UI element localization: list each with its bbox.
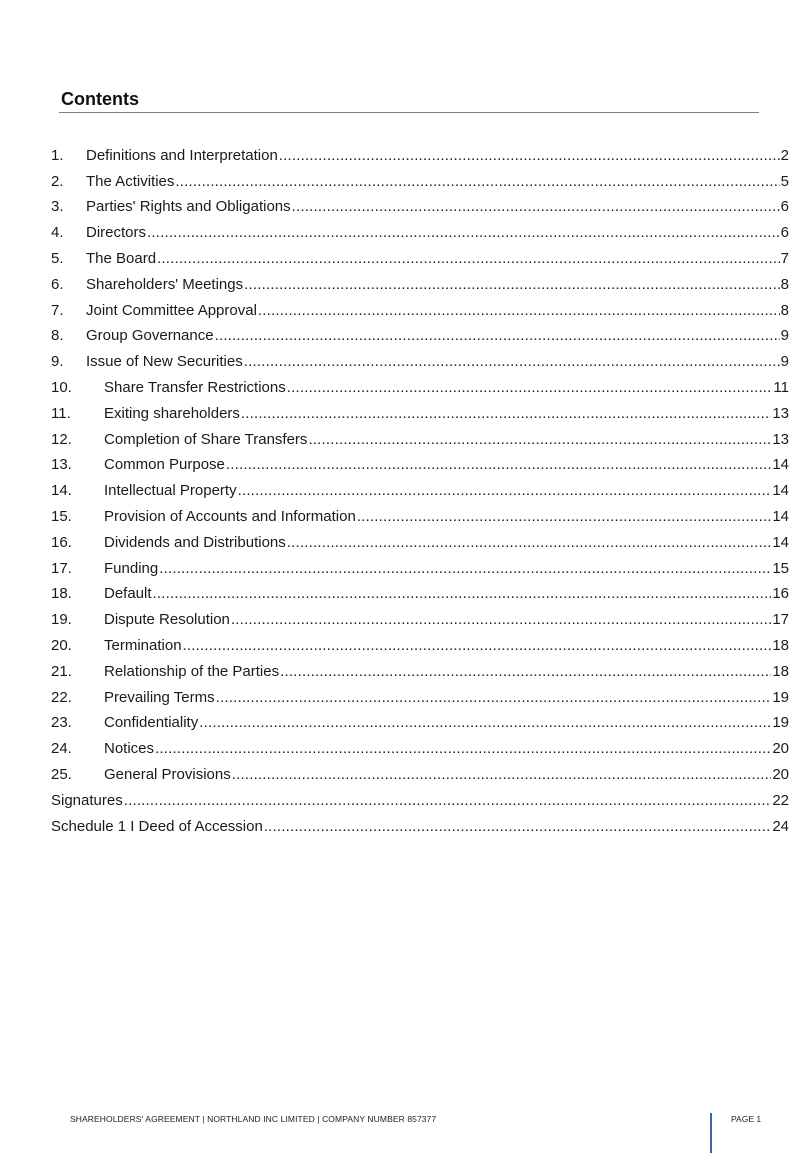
toc-entry-title: Signatures — [51, 791, 123, 809]
toc-entry-page: 14 — [772, 456, 789, 474]
toc-entry-title: Notices — [104, 740, 155, 758]
toc-entry[interactable] — [51, 298, 789, 324]
toc-entry-page: 9 — [780, 353, 789, 371]
toc-entry-title: Exiting shareholders — [104, 404, 240, 422]
toc-entry[interactable] — [51, 478, 789, 504]
toc-entry-number: 4. — [51, 224, 64, 242]
toc-entry-number: 13. — [51, 456, 72, 474]
toc-entry-title: Common Purpose — [104, 456, 225, 474]
toc-entry-title: Issue of New Securities — [86, 353, 243, 371]
toc-dot-leader — [199, 713, 771, 733]
toc-entry-title: Group Governance — [86, 327, 214, 345]
toc-entry-page: 9 — [780, 327, 789, 345]
toc-entry-page: 19 — [772, 714, 789, 732]
toc-dot-leader — [232, 765, 772, 785]
toc-entry-page: 13 — [772, 404, 789, 422]
toc-entry-title: Definitions and Interpretation — [86, 146, 278, 164]
toc-entry-page: 18 — [772, 637, 789, 655]
toc-entry-number: 24. — [51, 740, 72, 758]
toc-entry[interactable] — [51, 324, 789, 350]
footer-document-info: SHAREHOLDERS' AGREEMENT | NORTHLAND INC LIMITED | COMPANY NUMBER 857377 — [70, 1114, 437, 1124]
toc-entry-title: The Activities — [86, 172, 175, 190]
toc-entry[interactable] — [51, 272, 789, 298]
toc-entry-title: Dividends and Distributions — [104, 533, 286, 551]
toc-entry-page: 14 — [772, 508, 789, 526]
toc-entry-page: 6 — [780, 198, 789, 216]
toc-entry-number: 12. — [51, 430, 72, 448]
toc-entry-number: 1. — [51, 146, 64, 164]
toc-entry-page: 18 — [772, 662, 789, 680]
toc-entry-title: Joint Committee Approval — [86, 301, 257, 319]
toc-entry-number: 17. — [51, 559, 72, 577]
toc-entry-title: General Provisions — [104, 766, 231, 784]
toc-dot-leader — [238, 481, 772, 501]
toc-entry-number: 2. — [51, 172, 64, 190]
toc-entry-title: Dispute Resolution — [104, 611, 230, 629]
toc-entry-page: 19 — [772, 688, 789, 706]
toc-entry-title: Intellectual Property — [104, 482, 237, 500]
toc-entry-title: Prevailing Terms — [104, 688, 215, 706]
toc-entry[interactable] — [51, 633, 789, 659]
toc-entry-title: Relationship of the Parties — [104, 662, 280, 680]
toc-entry-title: Termination — [104, 637, 182, 655]
toc-entry-title: Default — [104, 585, 152, 603]
toc-entry-page: 20 — [772, 766, 789, 784]
toc-entry[interactable] — [51, 349, 789, 375]
toc-dot-leader — [241, 404, 771, 424]
toc-entry-page: 7 — [780, 250, 789, 268]
toc-dot-leader — [280, 662, 771, 682]
toc-entry-page: 5 — [780, 172, 789, 190]
toc-entry-number: 9. — [51, 353, 64, 371]
toc-entry[interactable] — [51, 736, 789, 762]
toc-entry-number: 10. — [51, 379, 72, 397]
toc-dot-leader — [231, 610, 771, 630]
title-divider — [59, 112, 759, 113]
toc-entry-title: Parties' Rights and Obligations — [86, 198, 291, 216]
toc-entry-number: 3. — [51, 198, 64, 216]
toc-entry-page: 16 — [772, 585, 789, 603]
toc-entry-title: The Board — [86, 250, 157, 268]
toc-dot-leader — [357, 507, 772, 527]
toc-entry[interactable] — [51, 711, 789, 737]
toc-entry-number: 7. — [51, 301, 64, 319]
toc-entry-number: 18. — [51, 585, 72, 603]
toc-entry[interactable] — [51, 375, 789, 401]
toc-entry-title: Provision of Accounts and Information — [104, 508, 356, 526]
toc-entry-page: 17 — [772, 611, 789, 629]
toc-dot-leader — [124, 791, 772, 811]
toc-dot-leader — [287, 533, 772, 553]
toc-dot-leader — [183, 636, 772, 656]
toc-entry[interactable] — [51, 427, 789, 453]
toc-entry[interactable] — [51, 143, 789, 169]
toc-entry-page: 11 — [773, 379, 789, 397]
page-title: Contents — [61, 89, 139, 109]
toc-dot-leader — [244, 275, 780, 295]
toc-dot-leader — [155, 739, 771, 759]
toc-dot-leader — [175, 172, 779, 192]
toc-entry-title: Completion of Share Transfers — [104, 430, 308, 448]
footer-divider-bar — [710, 1113, 712, 1153]
toc-entry-page: 22 — [772, 791, 789, 809]
toc-dot-leader — [258, 301, 780, 321]
toc-entry[interactable] — [51, 607, 789, 633]
toc-dot-leader — [226, 455, 771, 475]
toc-entry[interactable] — [51, 504, 789, 530]
toc-entry-number: 8. — [51, 327, 64, 345]
toc-entry-title: Directors — [86, 224, 147, 242]
toc-dot-leader — [292, 197, 780, 217]
toc-entry[interactable] — [51, 762, 789, 788]
toc-entry[interactable] — [51, 530, 789, 556]
toc-entry-page: 14 — [772, 482, 789, 500]
toc-entry-number: 20. — [51, 637, 72, 655]
toc-dot-leader — [216, 688, 772, 708]
toc-entry[interactable] — [51, 169, 789, 195]
toc-entry-number: 14. — [51, 482, 72, 500]
toc-entry-number: 15. — [51, 508, 72, 526]
toc-entry-number: 21. — [51, 662, 72, 680]
table-of-contents — [51, 143, 789, 840]
toc-entry[interactable] — [51, 220, 789, 246]
toc-dot-leader — [279, 146, 780, 166]
toc-entry[interactable] — [51, 582, 789, 608]
toc-entry-number: 25. — [51, 766, 72, 784]
toc-entry[interactable] — [51, 659, 789, 685]
toc-entry-page: 8 — [780, 301, 789, 319]
toc-entry[interactable] — [51, 788, 789, 814]
toc-dot-leader — [159, 559, 771, 579]
toc-entry-number: 23. — [51, 714, 72, 732]
toc-entry-page: 20 — [772, 740, 789, 758]
toc-dot-leader — [308, 430, 771, 450]
toc-entry[interactable] — [51, 195, 789, 221]
toc-entry-number: 19. — [51, 611, 72, 629]
toc-entry[interactable] — [51, 685, 789, 711]
toc-entry-number: 16. — [51, 533, 72, 551]
toc-entry-title: Confidentiality — [104, 714, 199, 732]
toc-dot-leader — [147, 223, 780, 243]
toc-entry-page: 14 — [772, 533, 789, 551]
toc-dot-leader — [215, 326, 780, 346]
toc-entry-page: 2 — [780, 146, 789, 164]
toc-entry-page: 6 — [780, 224, 789, 242]
toc-entry-title: Schedule 1 I Deed of Accession — [51, 817, 263, 835]
toc-entry-page: 13 — [772, 430, 789, 448]
toc-entry-number: 11. — [51, 404, 71, 422]
toc-entry[interactable] — [51, 453, 789, 479]
toc-dot-leader — [264, 817, 772, 837]
toc-entry-title: Shareholders' Meetings — [86, 275, 244, 293]
toc-entry-page: 24 — [772, 817, 789, 835]
toc-dot-leader — [157, 249, 780, 269]
toc-entry-number: 6. — [51, 275, 64, 293]
toc-entry-number: 5. — [51, 250, 64, 268]
toc-entry-page: 15 — [772, 559, 789, 577]
toc-entry[interactable] — [51, 814, 789, 840]
toc-dot-leader — [244, 352, 780, 372]
footer-page-number: PAGE 1 — [731, 1114, 762, 1124]
toc-entry-title: Funding — [104, 559, 159, 577]
toc-dot-leader — [287, 378, 773, 398]
toc-entry-number: 22. — [51, 688, 72, 706]
toc-dot-leader — [153, 584, 772, 604]
toc-entry[interactable] — [51, 401, 789, 427]
toc-entry[interactable] — [51, 246, 789, 272]
toc-entry[interactable] — [51, 556, 789, 582]
toc-entry-page: 8 — [780, 275, 789, 293]
toc-entry-title: Share Transfer Restrictions — [104, 379, 286, 397]
